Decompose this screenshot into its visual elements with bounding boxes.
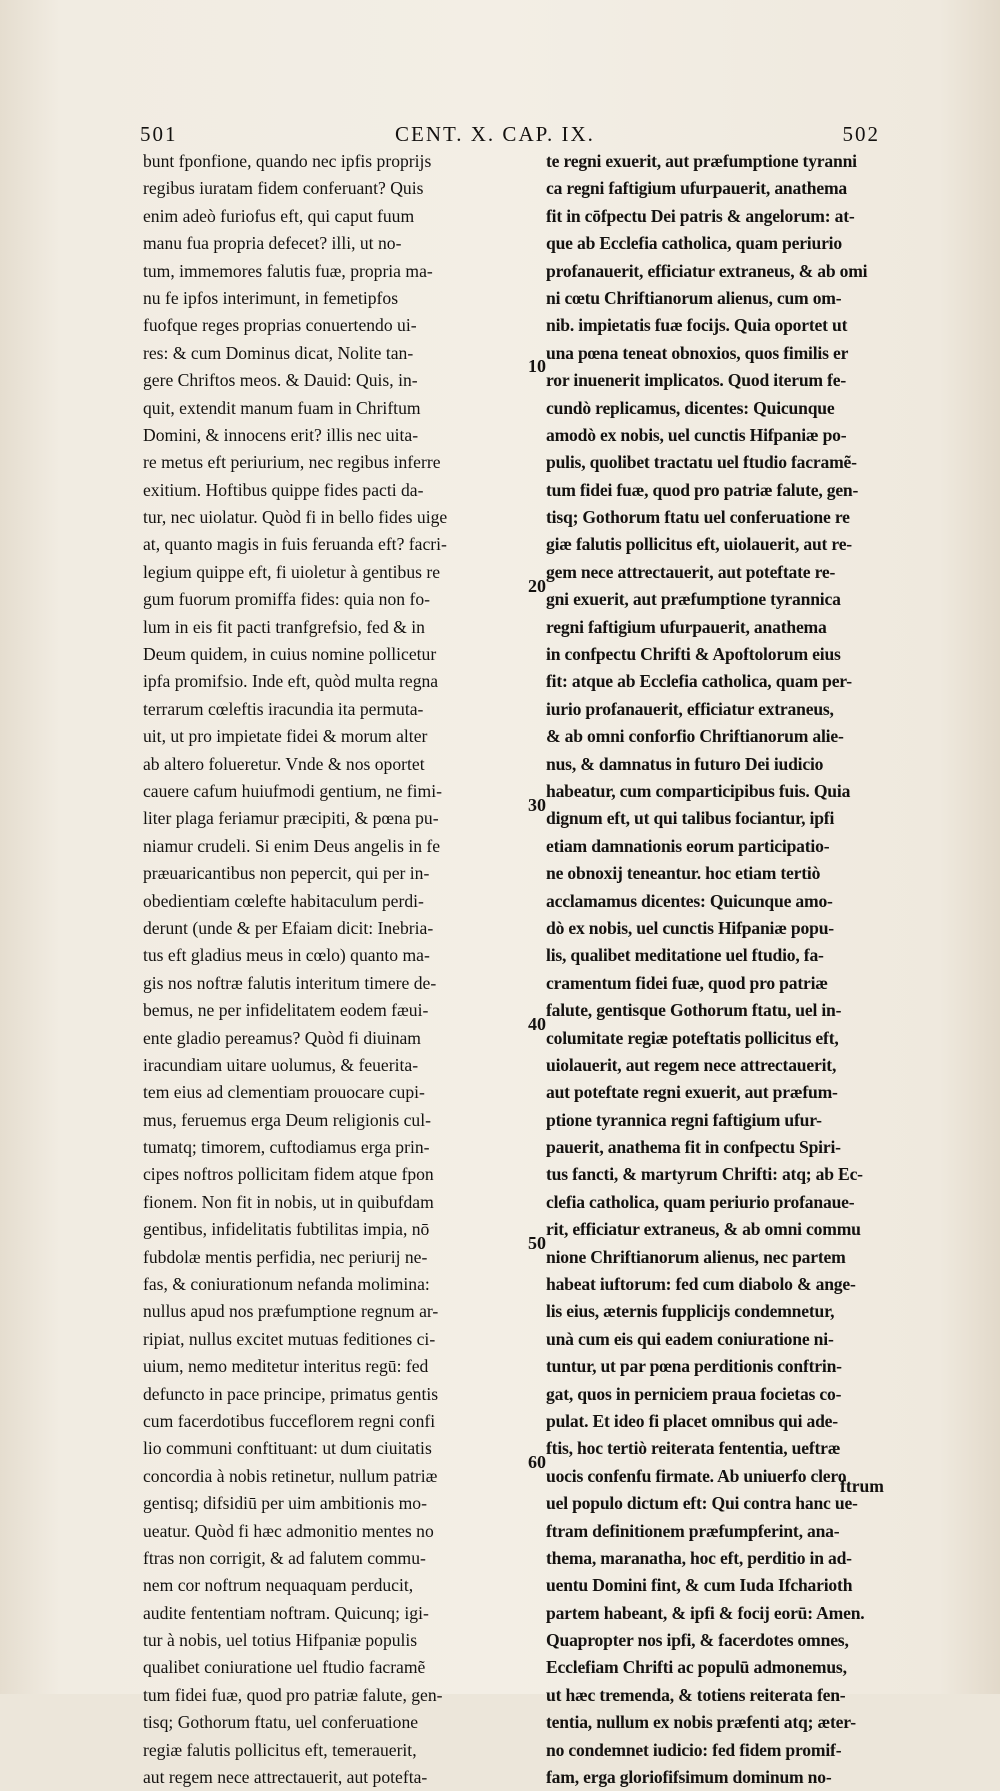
text-line: tum, immemores falutis fuæ, propria ma-	[143, 260, 433, 281]
text-line: ca regni faftigium ufurpauerit, anathema	[546, 178, 848, 199]
text-line: tisq; Gothorum ftatu, uel conferuatione	[143, 1712, 419, 1733]
text-line: nib. impietatis fuæ focijs. Quia oportet ut	[546, 315, 848, 336]
text-line: nu fe ipfos interimunt, in femetipfos	[143, 287, 399, 308]
text-line: ni cœtu Chriftianorum alienus, cum om-	[546, 287, 842, 308]
text-line: gum fuorum promiffa fides: quia non fo-	[143, 589, 430, 610]
text-line: exitium. Hoftibus quippe fides pacti da-	[143, 479, 424, 500]
text-line: rit, efficiatur extraneus, & ab omni commu	[546, 1219, 861, 1240]
right-text-column	[546, 148, 920, 1791]
text-line: aut poteftate regni exuerit, aut præfum-	[546, 1082, 838, 1103]
text-line: tuntur, ut par pœna perditionis conftrin-	[546, 1356, 842, 1377]
text-line: fas, & coniurationum nefanda molimina:	[143, 1274, 430, 1295]
text-line: tem eius ad clementiam prouocare cupi-	[143, 1082, 425, 1103]
text-line: legium quippe eft, fi uioletur à gentibus re	[143, 561, 441, 582]
text-line: gentibus, infidelitatis fubtilitas impia, nō	[143, 1219, 430, 1240]
text-line: ipfa promifsio. Inde eft, quòd multa regna	[143, 671, 439, 692]
line-number: 40	[528, 1014, 546, 1034]
text-line: fionem. Non fit in nobis, ut in quibufdam	[143, 1191, 434, 1212]
text-line: uel populo dictum eft: Qui contra hanc ue-	[546, 1493, 858, 1514]
text-line: nem cor noftrum nequaquam perducit,	[143, 1575, 414, 1596]
text-line: tus fancti, & martyrum Chrifti: atq; ab Ec-	[546, 1164, 863, 1185]
text-line: re metus eft periurium, nec regibus inferre	[143, 452, 441, 473]
text-line: que ab Ecclefia catholica, quam periurio	[546, 233, 842, 254]
text-line: regiæ falutis pollicitus eft, temerauerit,	[143, 1739, 417, 1760]
text-line: ente gladio pereamus? Quòd fi diuinam	[143, 1027, 421, 1048]
text-line: gni exuerit, aut præfumptione tyrannica	[546, 589, 841, 610]
text-line: ftram definitionem præfumpferint, ana-	[546, 1520, 840, 1541]
text-line: præuaricantibus non pepercit, qui per in-	[143, 863, 430, 884]
text-line: Ecclefiam Chrifti ac populū admonemus,	[546, 1657, 847, 1678]
text-line: lis, qualibet meditatione uel ftudio, fa-	[546, 945, 824, 966]
text-line: Deum quidem, in cuius nomine pollicetur	[143, 644, 437, 665]
text-line: tur à nobis, uel totius Hifpaniæ populis	[143, 1630, 418, 1651]
text-line: lio communi conftituant: ut dum ciuitatis	[143, 1438, 432, 1459]
text-line: uocis confenfu firmate. Ab uniuerfo clero	[546, 1465, 847, 1486]
text-line: dò ex nobis, uel cunctis Hifpaniæ popu-	[546, 917, 834, 938]
text-line: uium, nemo meditetur interitus regū: fed	[143, 1356, 429, 1377]
text-line: ueatur. Quòd fi hæc admonitio mentes no	[143, 1520, 434, 1541]
text-line: aut regem nece attrectauerit, aut potefta-	[143, 1767, 428, 1788]
text-line: ut hæc tremenda, & totiens reiterata fen-	[546, 1684, 846, 1705]
text-line: tum fidei fuæ, quod pro patriæ falute, gen-	[143, 1684, 443, 1705]
text-line: & ab omni conforfio Chriftianorum alie-	[546, 726, 844, 747]
text-line: obedientiam cœlefte habitaculum perdi-	[143, 890, 424, 911]
text-line: defuncto in pace principe, primatus gentis	[143, 1383, 439, 1404]
text-line: ftis, hoc tertiò reiterata fententia, ueftræ	[546, 1438, 841, 1459]
line-number: 20	[528, 576, 546, 596]
text-line: terrarum cœleftis iracundia ita permuta-	[143, 698, 424, 719]
text-line: regni faftigium ufurpauerit, anathema	[546, 616, 827, 637]
text-line: in confpectu Chrifti & Apoftolorum eius	[546, 644, 841, 665]
text-line: uit, ut pro impietate fidei & morum alter	[143, 726, 428, 747]
text-line: nullus apud nos præfumptione regnum ar-	[143, 1301, 439, 1322]
text-line: acclamamus dicentes: Quicunque amo-	[546, 890, 833, 911]
text-line: fubdolæ mentis perfidia, nec periurij ne-	[143, 1246, 428, 1267]
text-line: tum fidei fuæ, quod pro patriæ falute, gen-	[546, 479, 859, 500]
text-line: etiam damnationis eorum participatio-	[546, 835, 830, 856]
text-line: ror inuenerit implicatos. Quod iterum fe-	[546, 370, 846, 391]
text-line: enim adeò furiofus eft, qui caput fuum	[143, 205, 415, 226]
line-number: 60	[528, 1452, 546, 1472]
text-line: niamur crudeli. Si enim Deus angelis in fe	[143, 835, 441, 856]
text-line: habeat iuftorum: fed cum diabolo & ange-	[546, 1274, 856, 1295]
text-line: iracundiam uitare uolumus, & feuerita-	[143, 1054, 419, 1075]
text-line: mus, feruemus erga Deum religionis cul-	[143, 1109, 431, 1130]
text-line: tentia, nullum ex nobis præfenti atq; æter-	[546, 1712, 856, 1733]
text-line: tisq; Gothorum ftatu uel conferuatione re	[546, 507, 850, 528]
text-line: partem habeant, & ipfi & focij eorū: Amen.	[546, 1602, 865, 1623]
text-line: pulis, quolibet tractatu uel ftudio facramẽ-	[546, 452, 857, 473]
text-line: nione Chriftianorum alienus, nec partem	[546, 1246, 846, 1267]
text-line: columitate regiæ poteftatis pollicitus eft,	[546, 1027, 839, 1048]
text-line: clefia catholica, quam periurio profanaue-	[546, 1191, 855, 1212]
text-line: regibus iuratam fidem conferuant? Quis	[143, 178, 424, 199]
text-line: falute, gentisque Gothorum ftatu, uel in-	[546, 1000, 842, 1021]
text-line: lum in eis fit pacti tranfgrefsio, fed & in	[143, 616, 425, 637]
line-number: 30	[528, 795, 546, 815]
text-line: uiolauerit, aut regem nece attrectauerit,	[546, 1054, 837, 1075]
text-line: cipes noftros pollicitam fidem atque fpon	[143, 1164, 434, 1185]
text-line: ne obnoxij teneantur. hoc etiam tertiò	[546, 863, 821, 884]
page-number-left: 501	[140, 122, 178, 146]
text-line: gis nos noftræ falutis interitum timere de-	[143, 972, 437, 993]
text-line: fit in cōfpectu Dei patris & angelorum: at-	[546, 205, 855, 226]
text-line: liter plaga feriamur præcipiti, & pœna pu-	[143, 808, 439, 829]
text-line: tur, nec uiolatur. Quòd fi in bello fides uige	[143, 507, 448, 528]
text-line: fam, erga gloriofifsimum dominum no-	[546, 1767, 832, 1788]
text-line: qualibet coniuratione uel ftudio facramẽ	[143, 1657, 426, 1678]
text-line: pulat. Et ideo fi placet omnibus qui ade-	[546, 1410, 838, 1431]
text-line: ptione tyrannica regni faftigium ufur-	[546, 1109, 822, 1130]
text-line: te regni exuerit, aut præfumptione tyranni	[546, 151, 857, 171]
page-number-right: 502	[842, 122, 880, 146]
text-line: dignum eft, ut qui talibus fociantur, ipfi	[546, 808, 835, 829]
text-line: gat, quos in perniciem praua focietas co-	[546, 1383, 842, 1404]
text-line: una pœna teneat obnoxios, quos fimilis er	[546, 342, 849, 363]
text-line: gere Chriftos meos. & Dauid: Quis, in-	[143, 370, 418, 391]
text-line: iurio profanauerit, efficiatur extraneus,	[546, 698, 834, 719]
text-line: profanauerit, efficiatur extraneus, & ab omi	[546, 260, 868, 281]
text-line: giæ falutis pollicitus eft, uiolauerit, aut re-	[546, 534, 852, 555]
text-line: cundò replicamus, dicentes: Quicunque	[546, 397, 835, 418]
text-line: at, quanto magis in fuis feruanda eft? facri-	[143, 534, 447, 555]
catchword: ftrum	[840, 1476, 884, 1496]
text-line: res: & cum Dominus dicat, Nolite tan-	[143, 342, 414, 363]
text-line: fuofque reges proprias conuertendo ui-	[143, 315, 417, 336]
text-line: bunt fponfione, quando nec ipfis proprijs	[143, 151, 432, 171]
left-text-column	[143, 148, 528, 1791]
text-line: quit, extendit manum fuam in Chriftum	[143, 397, 421, 418]
text-line: cum facerdotibus fucceflorem regni confi	[143, 1410, 436, 1431]
text-line: fit: atque ab Ecclefia catholica, quam per-	[546, 671, 852, 692]
running-head: CENT. X. CAP. IX.	[395, 122, 595, 146]
text-line: manu fua propria defecet? illi, ut no-	[143, 233, 402, 254]
text-line: gem nece attrectauerit, aut poteftate re-	[546, 561, 836, 582]
text-line: pauerit, anathema fit in confpectu Spiri-	[546, 1137, 841, 1158]
text-line: no condemnet iudicio: fed fidem promif-	[546, 1739, 842, 1760]
text-line: uentu Domini fint, & cum Iuda Ifcharioth	[546, 1575, 853, 1596]
text-line: habeatur, cum comparticipibus fuis. Quia	[546, 780, 851, 801]
text-line: audite fententiam noftram. Quicunq; igi-	[143, 1602, 429, 1623]
text-line: thema, maranatha, hoc eft, perditio in ad-	[546, 1547, 852, 1568]
text-line: ripiat, nullus excitet mutuas feditiones ci-	[143, 1328, 436, 1349]
text-line: concordia à nobis retinetur, nullum patriæ	[143, 1465, 438, 1486]
text-line: gentisq; difsidiū per uim ambitionis mo-	[143, 1493, 427, 1514]
line-number: 10	[528, 356, 546, 376]
text-line: derunt (unde & per Efaiam dicit: Inebria-	[143, 917, 434, 938]
text-line: lis eius, æternis fupplicijs condemnetur,	[546, 1301, 835, 1322]
text-line: tumatq; timorem, cuftodiamus erga prin-	[143, 1137, 430, 1158]
text-line: cramentum fidei fuæ, quod pro patriæ	[546, 972, 828, 993]
text-line: tus eft gladius meus in cœlo) quanto ma-	[143, 945, 430, 966]
text-line: ftras non corrigit, & ad falutem commu-	[143, 1547, 426, 1568]
text-line: unà cum eis qui eadem coniuratione ni-	[546, 1328, 834, 1349]
text-line: ab altero folueretur. Vnde & nos oportet	[143, 753, 425, 774]
text-line: Domini, & innocens erit? illis nec uita-	[143, 424, 419, 445]
text-line: cauere cafum huiufmodi gentium, ne fimi-	[143, 780, 442, 801]
text-line: Quapropter nos ipfi, & facerdotes omnes,	[546, 1630, 849, 1651]
text-line: bemus, ne per infidelitatem eodem fæui-	[143, 1000, 429, 1021]
line-number: 50	[528, 1233, 546, 1253]
text-line: amodò ex nobis, uel cunctis Hifpaniæ po-	[546, 424, 847, 445]
text-line: nus, & damnatus in futuro Dei iudicio	[546, 753, 824, 774]
